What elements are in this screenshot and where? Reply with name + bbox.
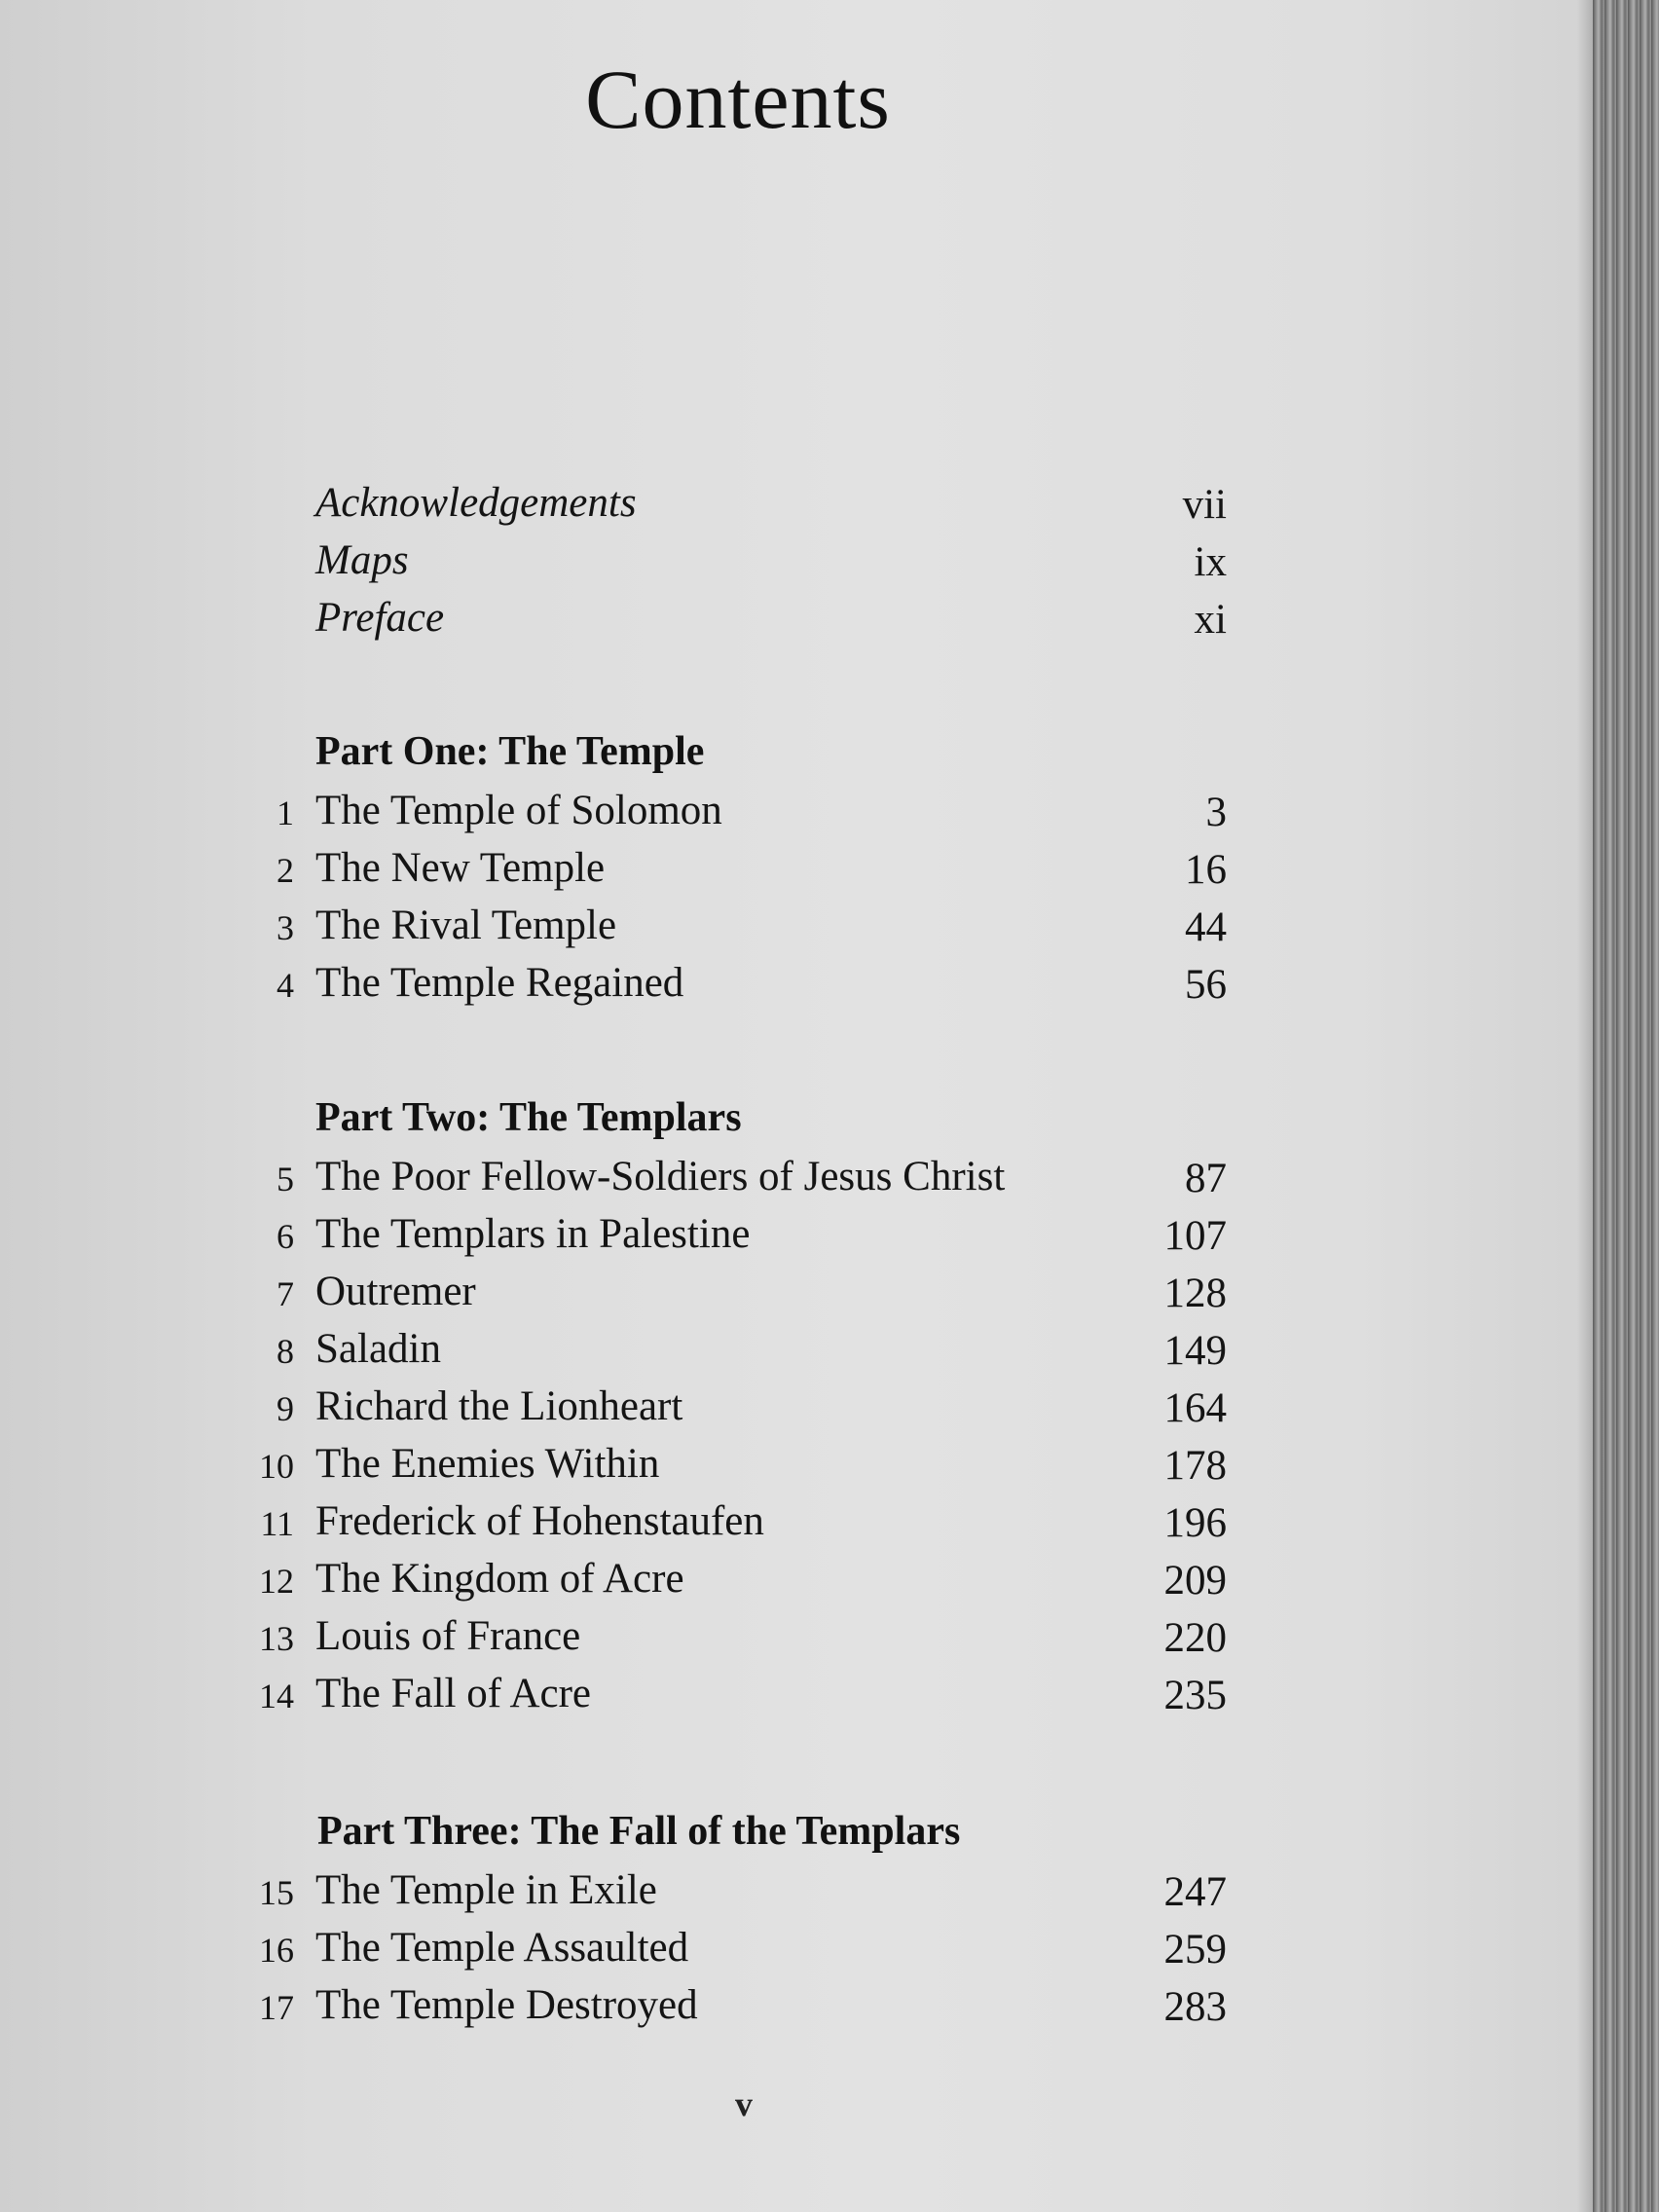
- chapter-page: 220: [1163, 1615, 1227, 1661]
- toc-chapter-3: [224, 902, 1227, 956]
- toc-chapter-17: [224, 1981, 1227, 2036]
- chapter-page: 178: [1163, 1443, 1227, 1489]
- chapter-number: 8: [276, 1332, 294, 1371]
- chapter-number: 5: [276, 1160, 294, 1198]
- toc-entry-page: xi: [1194, 597, 1227, 643]
- chapter-number: 14: [259, 1677, 294, 1715]
- chapter-title: The New Temple: [315, 845, 606, 891]
- toc-entry-page: ix: [1194, 539, 1227, 585]
- chapter-number: 4: [276, 966, 294, 1005]
- chapter-title: The Temple Destroyed: [315, 1982, 698, 2028]
- part-heading-three: Part Three: The Fall of the Templars: [317, 1809, 961, 1854]
- chapter-title: Richard the Lionheart: [315, 1383, 683, 1429]
- toc-chapter-2: [224, 844, 1227, 899]
- chapter-title: Frederick of Hohenstaufen: [315, 1498, 764, 1544]
- toc-chapter-14: [224, 1670, 1227, 1724]
- chapter-title: Outremer: [315, 1269, 476, 1314]
- toc-chapter-11: [224, 1497, 1227, 1552]
- part-heading-two: Part Two: The Templars: [315, 1095, 742, 1140]
- toc-chapter-16: [224, 1924, 1227, 1978]
- toc-entry-title: Acknowledgements: [315, 480, 637, 526]
- chapter-number: 9: [276, 1389, 294, 1428]
- chapter-title: The Temple Assaulted: [315, 1925, 689, 1971]
- chapter-page: 107: [1163, 1213, 1227, 1259]
- chapter-number: 12: [259, 1562, 294, 1601]
- chapter-page: 164: [1163, 1385, 1227, 1431]
- toc-chapter-7: [224, 1268, 1227, 1322]
- toc-entry-title: Maps: [315, 537, 409, 583]
- chapter-page: 128: [1163, 1271, 1227, 1316]
- chapter-title: The Enemies Within: [315, 1441, 660, 1487]
- chapter-page: 283: [1163, 1984, 1227, 2030]
- chapter-number: 16: [259, 1931, 294, 1970]
- chapter-number: 6: [276, 1217, 294, 1256]
- chapter-title: The Temple of Solomon: [315, 788, 722, 833]
- chapter-page: 87: [1185, 1156, 1227, 1201]
- chapter-title: The Temple Regained: [315, 960, 684, 1006]
- toc-chapter-13: [224, 1612, 1227, 1667]
- chapter-page: 56: [1185, 962, 1227, 1008]
- chapter-title: The Templars in Palestine: [315, 1211, 751, 1257]
- toc-chapter-15: [224, 1866, 1227, 1921]
- chapter-page: 44: [1185, 904, 1227, 950]
- toc-chapter-5: [224, 1153, 1227, 1207]
- toc-entry-title: Preface: [315, 595, 445, 641]
- chapter-number: 3: [276, 908, 294, 947]
- chapter-number: 10: [259, 1447, 294, 1486]
- chapter-number: 2: [276, 851, 294, 890]
- page-stack-edge: [1593, 0, 1659, 2212]
- page-number: v: [735, 2084, 753, 2123]
- toc-chapter-9: [224, 1382, 1227, 1437]
- toc-chapter-6: [224, 1210, 1227, 1265]
- toc-chapter-1: [224, 787, 1227, 841]
- chapter-page: 3: [1205, 790, 1227, 835]
- toc-chapter-10: [224, 1440, 1227, 1494]
- chapter-number: 15: [259, 1873, 294, 1912]
- chapter-number: 13: [259, 1619, 294, 1658]
- chapter-page: 259: [1163, 1927, 1227, 1972]
- chapter-title: Louis of France: [315, 1613, 581, 1659]
- toc-entry-preface: [224, 594, 1227, 648]
- chapter-page: 235: [1163, 1673, 1227, 1718]
- toc-entry-acknowledgements: [224, 479, 1227, 534]
- chapter-title: The Temple in Exile: [315, 1867, 657, 1913]
- chapter-page: 209: [1163, 1558, 1227, 1604]
- part-heading-one: Part One: The Temple: [315, 729, 705, 774]
- chapter-page: 196: [1163, 1500, 1227, 1546]
- chapter-number: 1: [276, 793, 294, 832]
- chapter-page: 16: [1185, 847, 1227, 893]
- chapter-title: The Poor Fellow-Soldiers of Jesus Christ: [315, 1154, 1006, 1199]
- toc-entry-maps: [224, 536, 1227, 591]
- chapter-title: The Kingdom of Acre: [315, 1556, 684, 1602]
- chapter-title: The Fall of Acre: [315, 1671, 591, 1716]
- chapter-title: Saladin: [315, 1326, 441, 1372]
- chapter-page: 149: [1163, 1328, 1227, 1374]
- chapter-number: 7: [276, 1274, 294, 1313]
- toc-entry-page: vii: [1182, 482, 1227, 528]
- toc-chapter-8: [224, 1325, 1227, 1380]
- page-title: Contents: [585, 53, 891, 146]
- toc-chapter-4: [224, 959, 1227, 1014]
- chapter-number: 11: [260, 1504, 294, 1543]
- toc-chapter-12: [224, 1555, 1227, 1609]
- chapter-page: 247: [1163, 1869, 1227, 1915]
- chapter-number: 17: [259, 1988, 294, 2027]
- chapter-title: The Rival Temple: [315, 903, 617, 948]
